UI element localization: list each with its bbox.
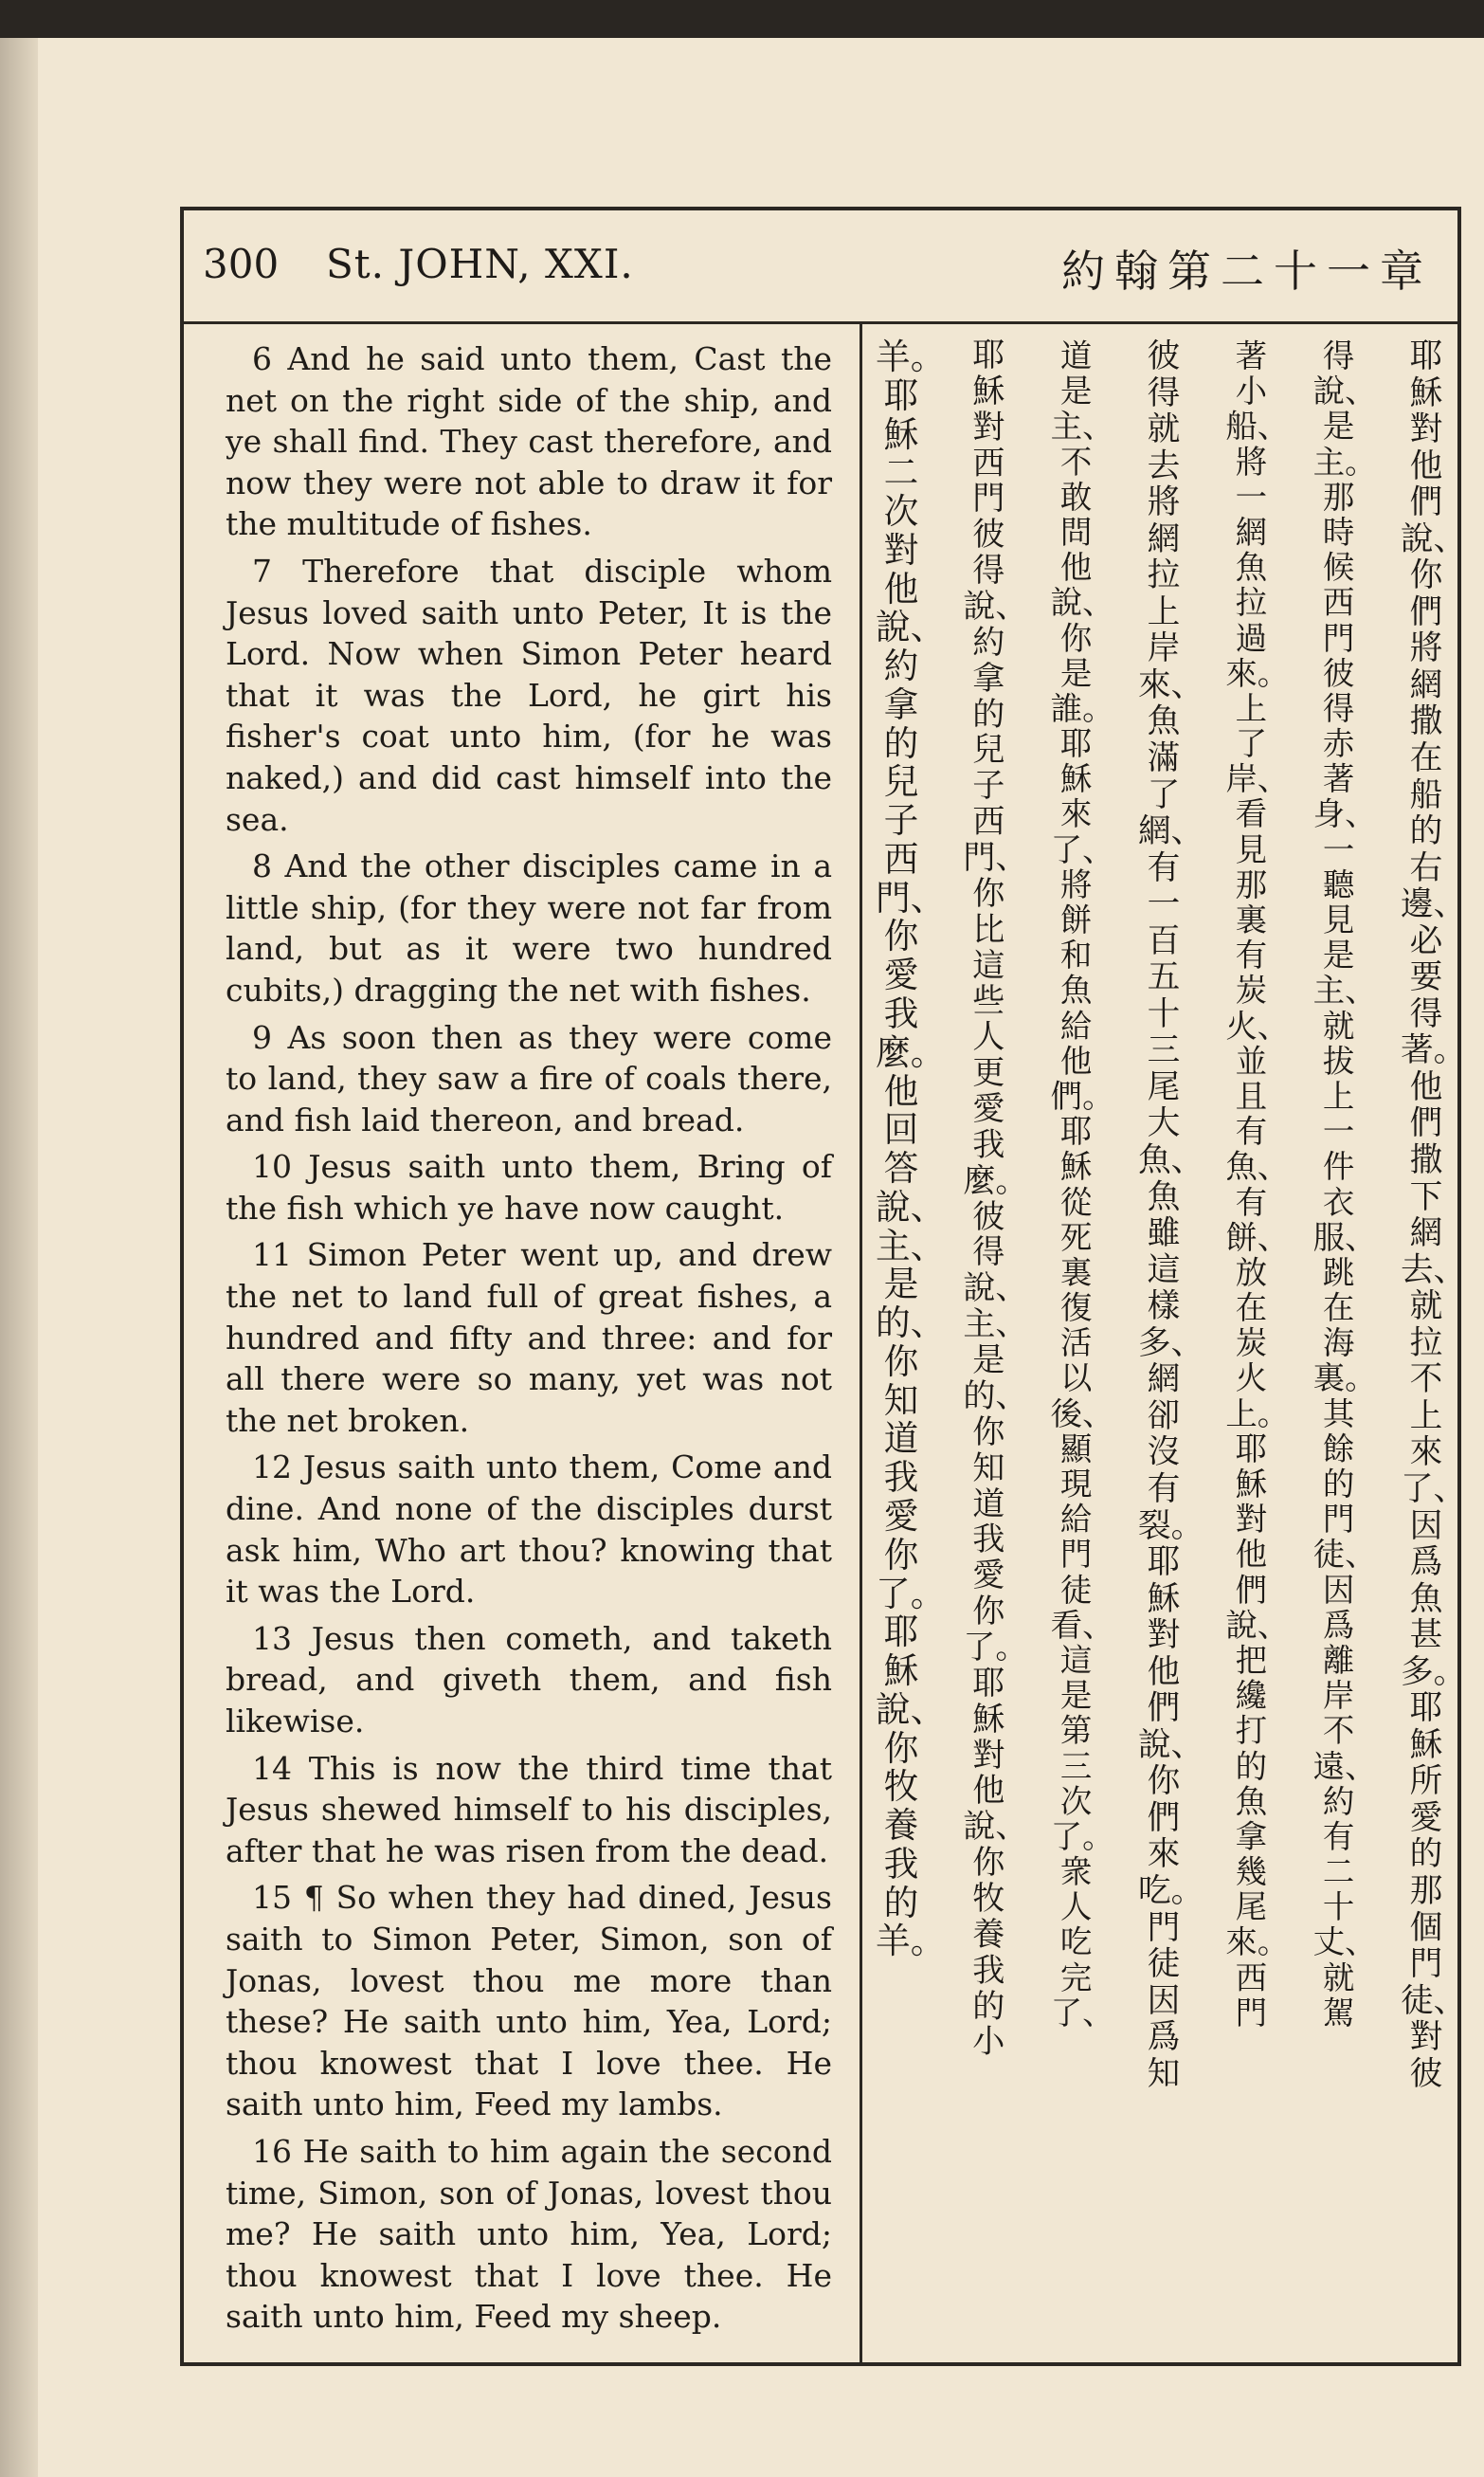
verse-16: 16 He saith to him again the second time, Simon, son of Jonas, lovest thou me? He saith unto him, Yea, Lord; thou knowest that I love thee. He saith unto him, Feed my sheep. (226, 2132, 832, 2336)
verse-7: 7 Therefore that disciple whom Jesus loved saith unto Peter, It is the Lord. Now when Simon Peter heard that it was the Lord, he girt his fisher's coat unto him, (for he was naked,) and did cast himself into the sea. (226, 552, 832, 838)
verse-8: 8 And the other disciples came in a little ship, (for they were not far from land, but as it were two hundred cubits,) dragging the net with fishes. (226, 847, 832, 1009)
verse-12: 12 Jesus saith unto them, Come and dine. And none of the disciples durst ask him, Who art thou? knowing that it was the Lord. (226, 1448, 832, 1611)
page-edge (0, 38, 38, 2477)
chinese-column (876, 337, 1467, 2353)
verse-13: 13 Jesus then cometh, and taketh bread, and giveth them, and fish likewise. (226, 1619, 832, 1739)
verse-15: 15 ¶ So when they had dined, Jesus saith to Simon Peter, Simon, son of Jonas, lovest thou me more than these? He saith unto him, Yea, Lord; thou knowest that I love thee. He saith unto him, Feed my lambs. (226, 1879, 832, 2123)
chinese-running-head: 約翰第二十一章 (1061, 246, 1433, 297)
page-header (184, 210, 1457, 324)
english-column (226, 338, 832, 2353)
verse-9: 9 As soon then as they were come to land, they saw a fire of coals there, and fish laid thereon, and bread. (226, 1018, 832, 1138)
chinese-text-column: 彼得就去將網拉上岸來、魚滿了網、有一百五十三尾大魚、魚雖這樣多、網卻沒有裂。耶穌對他們說、你們來吃。門徒因爲知 (1137, 337, 1204, 2093)
verse-10: 10 Jesus saith unto them, Bring of the fish which ye have now caught. (226, 1148, 832, 1227)
chinese-text-column: 耶穌對他們說、你們將網撒在船的右邊、必要得著。他們撒下網去、就拉不上來了、因爲魚甚多。耶穌所愛的那個門徒、對彼 (1400, 337, 1467, 2093)
text-frame (180, 207, 1467, 2366)
verse-14: 14 This is now the third time that Jesus shewed himself to his disciples, after that he was risen from the dead. (226, 1749, 832, 1869)
chinese-text-column: 羊。耶穌二次對他說、約拿的兒子西門、你愛我麼。他回答說、主、是的、你知道我愛你了。耶穌說、你牧養我的羊。 (876, 337, 946, 1962)
verse-11: 11 Simon Peter went up, and drew the net to land full of great fishes, a hundred and fifty and three: and for all there were so many, yet was not the net broken. (226, 1236, 832, 1439)
chinese-text-column: 道是主、不敢問他說、你是誰。耶穌來了、將餅和魚給他們。耶穌從死裏復活以後、顯現給門徒看、這是第三次了。衆人吃完了、 (1050, 337, 1114, 2031)
chinese-text-column: 耶穌對西門彼得說、約拿的兒子西門、你比這些人更愛我麼。彼得說、主、是的、你知道我愛你了。耶穌對他說、你牧養我的小 (963, 337, 1028, 2062)
chinese-text-column: 得說、是主。那時候西門彼得赤著身、一聽見是主、就拔上一件衣服、跳在海裏。其餘的門徒、因爲離岸不遠、約有二十丈、就駕 (1312, 337, 1377, 2031)
column-divider (860, 324, 862, 2362)
running-head: St. JOHN, XXI. (326, 241, 634, 287)
page-number: 300 (203, 241, 280, 287)
book-page (0, 38, 1484, 2477)
chinese-text-column: 著小船、將一網魚拉過來。上了岸、看見那裏有炭火、並且有魚、有餅、放在炭火上。耶穌對他們說、把纔打的魚拿幾尾來。西門 (1225, 337, 1290, 2031)
verse-6: 6 And he said unto them, Cast the net on the right side of the ship, and ye shall find. They cast therefore, and now they were not able to draw it for the multitude of fishes. (226, 340, 832, 543)
